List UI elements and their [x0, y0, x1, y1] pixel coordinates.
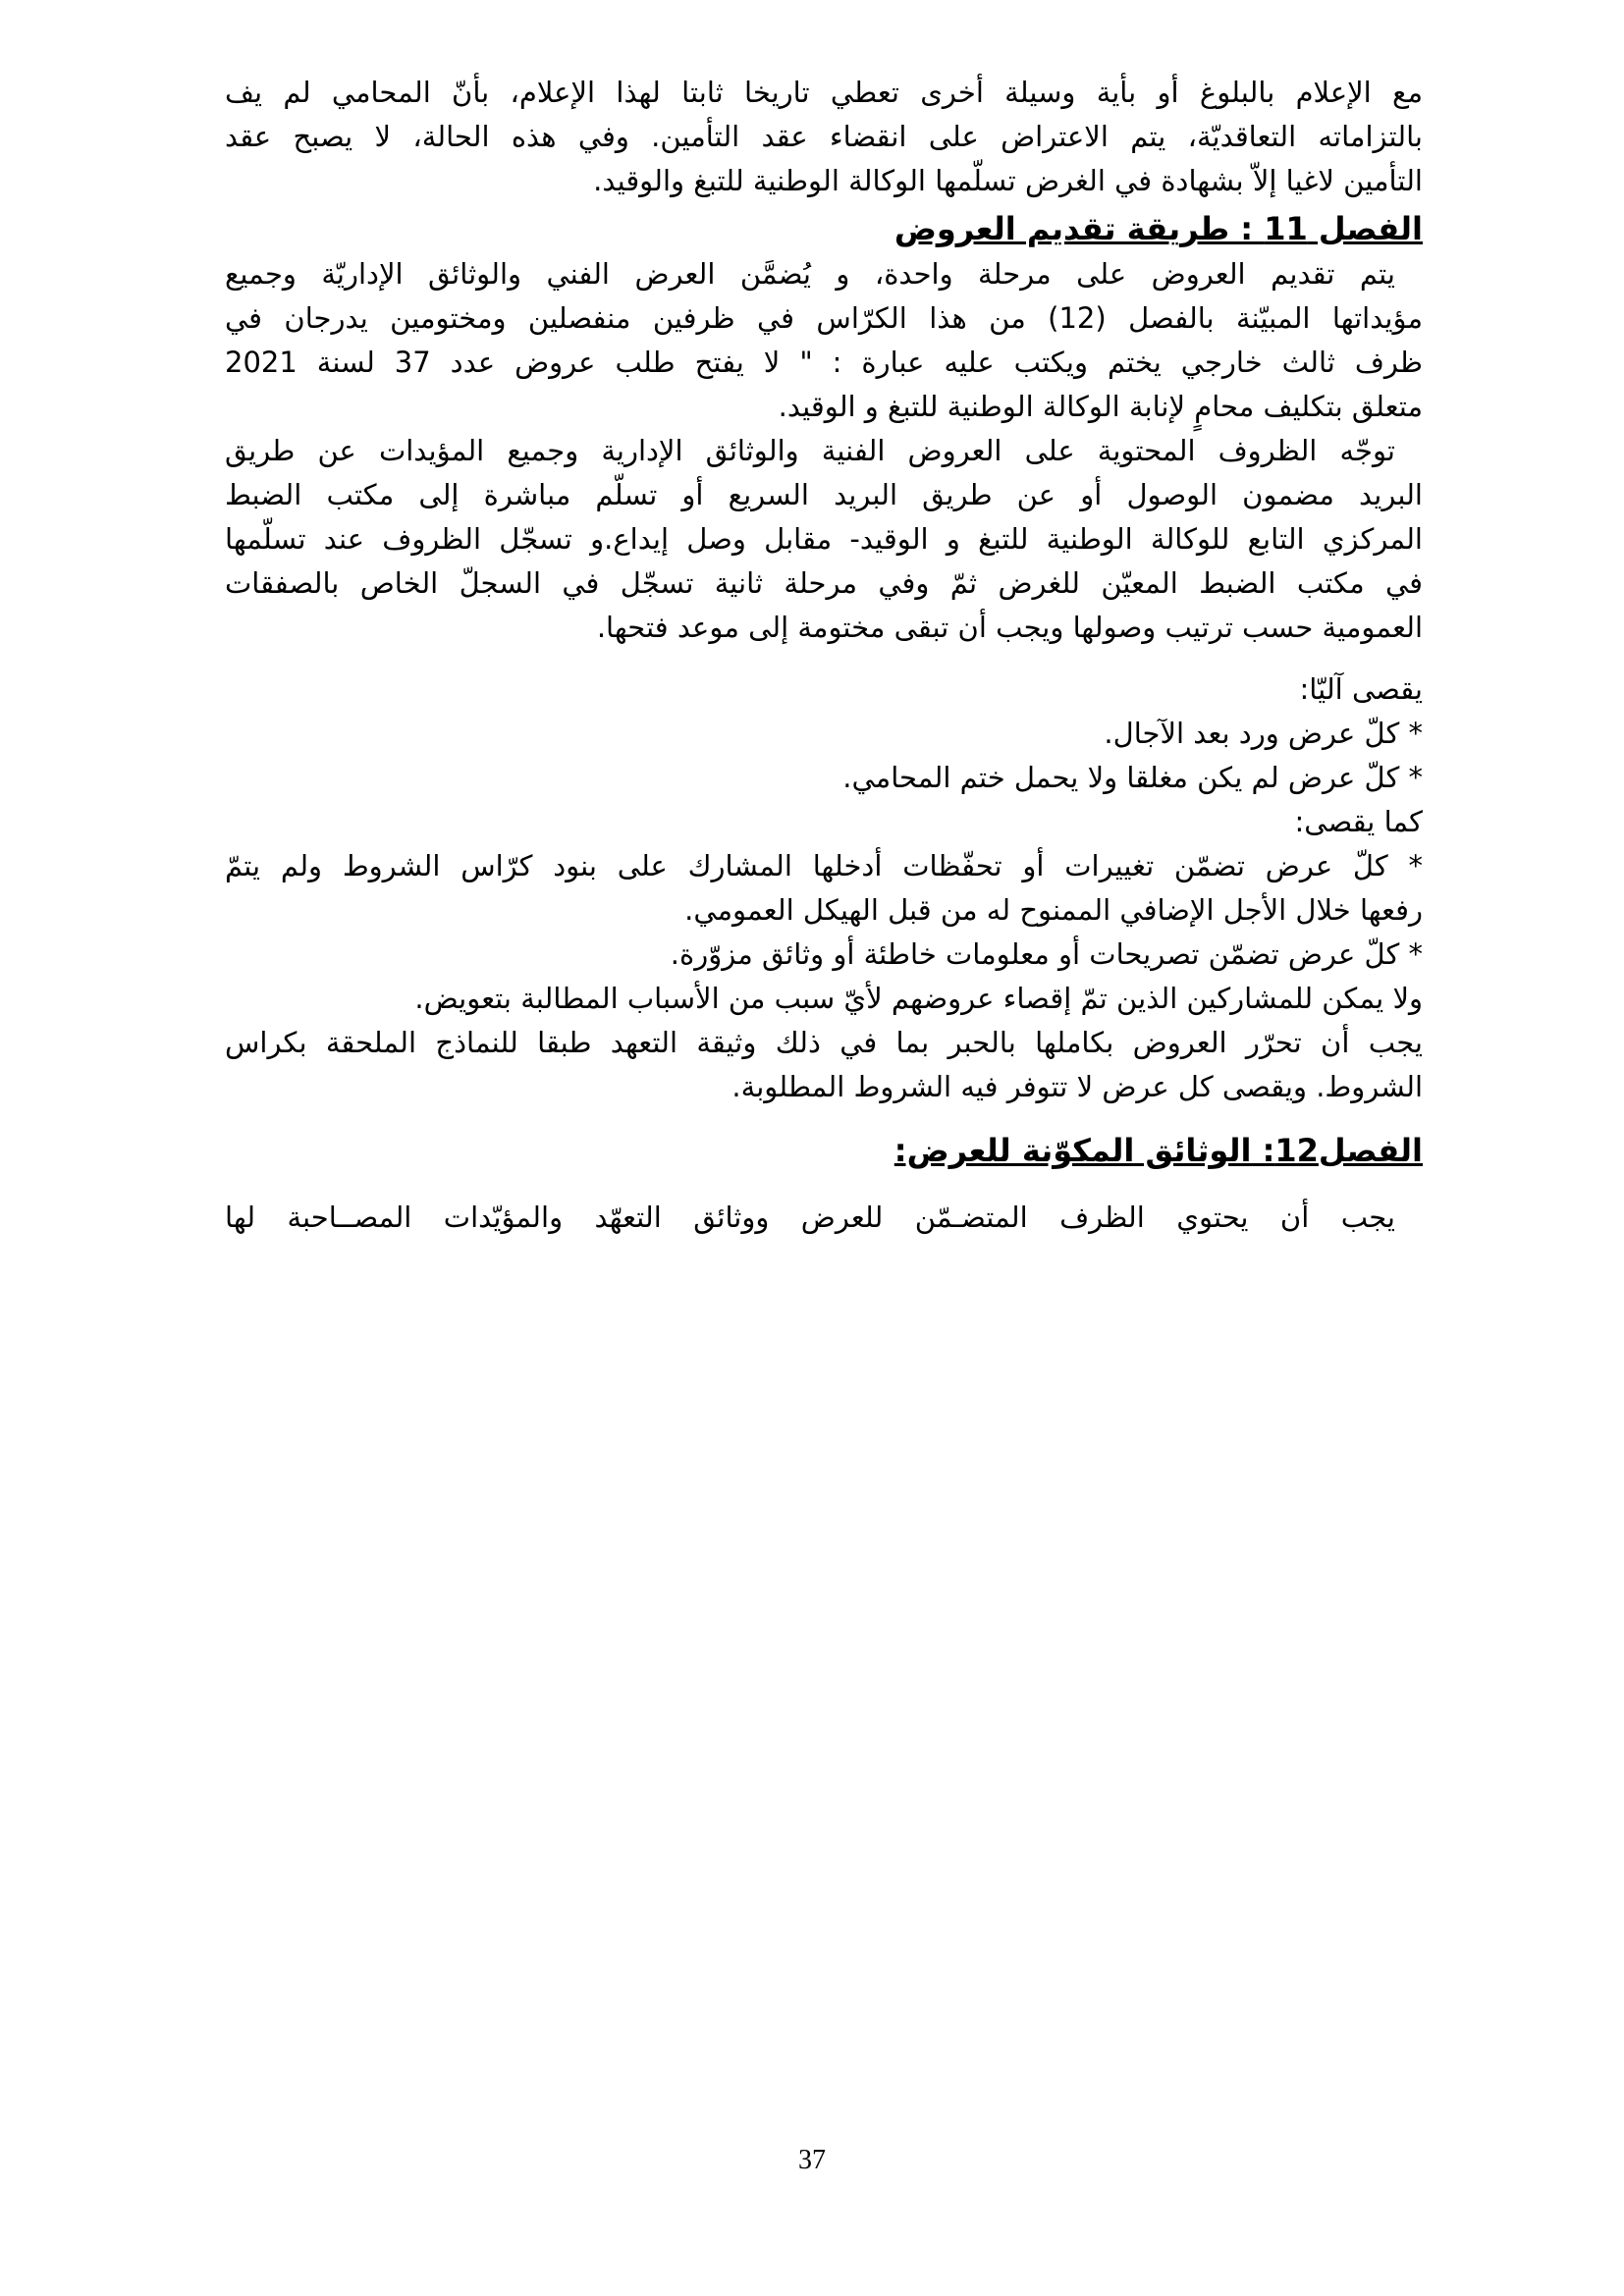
- section-11-paragraph-2: [225, 429, 1423, 650]
- text-line: العمومية حسب ترتيب وصولها ويجب أن تبقى مختومة إلى موعد فتحها.: [596, 611, 1423, 644]
- page-number: 37: [798, 2145, 826, 2175]
- list-item-continuation: رفعها خلال الأجل الإضافي الممنوح له من قبل الهيكل العمومي.: [684, 893, 1423, 927]
- list-item: * كلّ عرض ورد بعد الآجال.: [1104, 717, 1423, 750]
- list-item: * كلّ عرض تضمّن تصريحات أو معلومات خاطئة أو وثائق مزوّرة.: [670, 937, 1423, 971]
- page-body: [225, 71, 1423, 1240]
- list-item: * كلّ عرض لم يكن مغلقا ولا يحمل ختم المحامي.: [842, 761, 1423, 794]
- text-line: توجّه الظروف المحتوية على العروض الفنية والوثائق الإدارية وجميع المؤيدات عن طريق: [225, 434, 1395, 467]
- text-line: المركزي التابع للوكالة الوطنية للتبغ و الوقيد- مقابل وصل إيداع.و تسجّل الظروف عند تسلّمها: [225, 522, 1423, 556]
- text-line: يجب أن تحرّر العروض بكاملها بالحبر بما في ذلك وثيقة التعهد طبقا للنماذج الملحقة بكراس: [225, 1026, 1423, 1059]
- list-item: * كلّ عرض تضمّن تغييرات أو تحفّظات أدخلها المشارك على بنود كرّاس الشروط ولم يتمّ: [225, 849, 1423, 882]
- section-11-heading: الفصل 11 : طريقة تقديم العروض: [893, 210, 1423, 247]
- text-line: البريد مضمون الوصول أو عن طريق البريد السريع أو تسلّم مباشرة إلى مكتب الضبط: [225, 478, 1423, 511]
- text-line: مؤيداتها المبيّنة بالفصل (12) من هذا الكرّاس في ظرفين منفصلين ومختومين يدرجان في: [225, 301, 1424, 335]
- writing-rule-paragraph: [225, 1021, 1423, 1109]
- list-title: يقصى آليّا:: [1299, 672, 1423, 706]
- text-line: الشروط. ويقصى كل عرض لا تتوفر فيه الشروط المطلوبة.: [731, 1070, 1423, 1103]
- text-line: التأمين لاغيا إلاّ بشهادة في الغرض تسلّمها الوكالة الوطنية للتبغ والوقيد.: [593, 164, 1423, 197]
- section-12-first-line: يجب أن يحتوي الظرف المتضـمّن للعرض ووثائق التعهّد والمؤيّدات المصــاحبة لها: [225, 1201, 1395, 1234]
- section-12-heading: الفصل12: الوثائق المكوّنة للعرض:: [893, 1132, 1423, 1169]
- text-line: يتم تقديم العروض على مرحلة واحدة، و يُضمَّن العرض الفني والوثائق الإداريّة وجميع: [225, 257, 1395, 291]
- text-line: في مكتب الضبط المعيّن للغرض ثمّ وفي مرحلة ثانية تسجّل في السجلّ الخاص بالصفقات: [225, 566, 1423, 600]
- text-line: بالتزاماته التعاقديّة، يتم الاعتراض على انقضاء عقد التأمين. وفي هذه الحالة، لا يصبح عقد: [225, 120, 1423, 153]
- section-11-paragraph-1: [225, 252, 1423, 429]
- text-line: متعلق بتكليف محامٍ لإنابة الوكالة الوطنية للتبغ و الوقيد.: [778, 390, 1423, 423]
- text-line: ظرف ثالث خارجي يختم ويكتب عليه عبارة : " لا يفتح طلب عروض عدد 37 لسنة 2021: [225, 346, 1423, 379]
- intro-paragraph: [225, 71, 1423, 203]
- auto-rejection-list: [225, 667, 1423, 800]
- list-title: كما يقصى:: [1294, 805, 1423, 838]
- text-line: مع الإعلام بالبلوغ أو بأية وسيلة أخرى تعطي تاريخا ثابتا لهذا الإعلام، بأنّ المحامي لم يف: [225, 76, 1423, 109]
- additional-rejection-list: [225, 800, 1423, 977]
- no-compensation-note: ولا يمكن للمشاركين الذين تمّ إقصاء عروضهم لأيّ سبب من الأسباب المطالبة بتعويض.: [414, 982, 1423, 1015]
